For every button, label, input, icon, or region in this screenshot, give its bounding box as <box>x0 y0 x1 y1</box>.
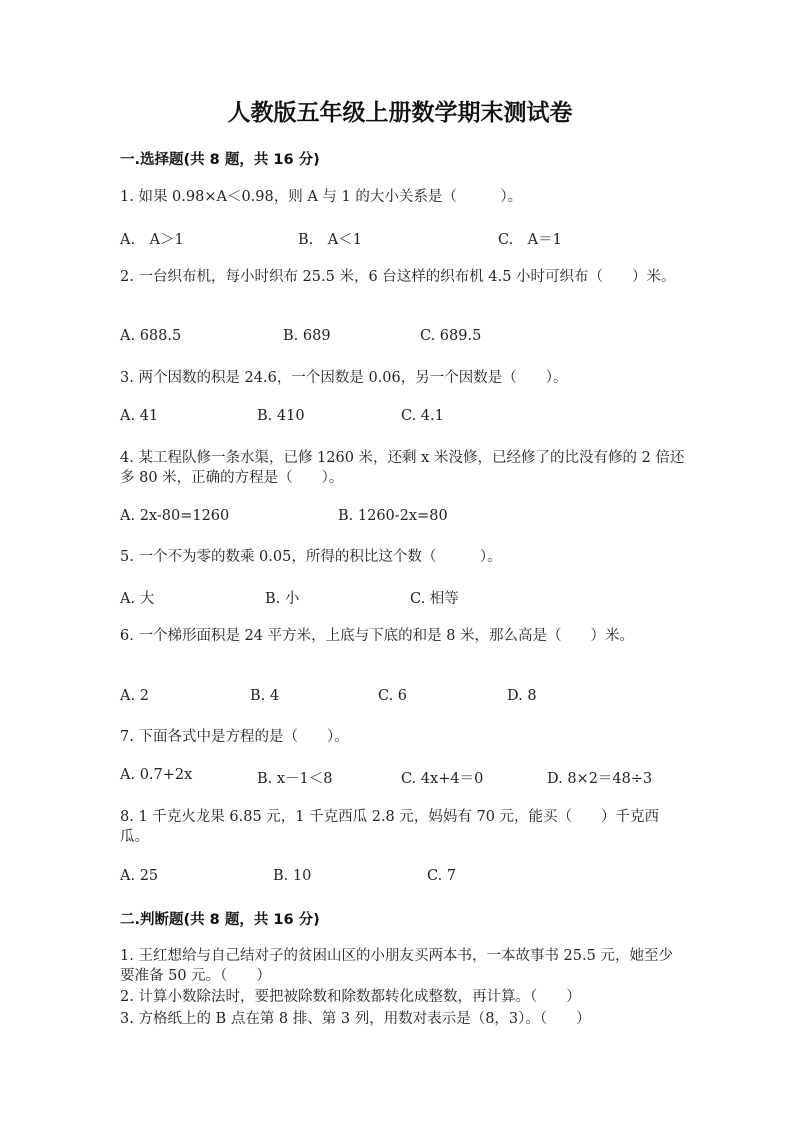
question-6-options <box>120 688 720 708</box>
option-b: B. 10 <box>273 868 312 884</box>
judgement-2: 2. 计算小数除法时，要把被除数和除数都转化成整数，再计算。（ ） <box>120 989 581 1005</box>
option-c: C. A＝1 <box>498 232 562 248</box>
option-d: D. 8 <box>507 688 537 704</box>
option-c: C. 4x+4＝0 <box>401 771 484 787</box>
option-a: A. 2x-80=1260 <box>120 508 230 524</box>
question-8-options <box>120 868 720 888</box>
question-8: 8. 1 千克火龙果 6.85 元，1 千克西瓜 2.8 元，妈妈有 70 元，能买（ ）千克西瓜。 <box>120 809 660 845</box>
option-b: B. 小 <box>265 591 300 607</box>
option-a: A. 25 <box>120 868 159 884</box>
question-7-options <box>120 767 720 787</box>
option-c: C. 6 <box>378 688 408 704</box>
section-heading-judgement: 二.判断题(共 8 题，共 16 分) <box>120 912 320 928</box>
option-a: A. 688.5 <box>120 328 182 344</box>
section-heading-choice: 一.选择题(共 8 题，共 16 分) <box>120 152 320 168</box>
question-6: 6. 一个梯形面积是 24 平方米，上底与下底的和是 8 米，那么高是（ ）米。 <box>120 628 635 644</box>
option-d: D. 8×2＝48÷3 <box>547 771 653 787</box>
option-a: A. 0.7+2x <box>120 767 193 783</box>
option-b: B. 1260-2x=80 <box>338 508 448 524</box>
question-5: 5. 一个不为零的数乘 0.05，所得的积比这个数（ ）。 <box>120 549 502 565</box>
option-c: C. 相等 <box>410 591 459 607</box>
question-5-options <box>120 587 720 607</box>
option-a: A. 大 <box>120 591 155 607</box>
judgement-1: 1. 王红想给与自己结对子的贫困山区的小朋友买两本书，一本故事书 25.5 元，她至少要准备 50 元。（ ） <box>120 948 673 984</box>
option-a: A. 2 <box>120 688 149 704</box>
question-4: 4. 某工程队修一条水渠，已修 1260 米，还剩 x 米没修，已经修了的比没有修的 2 倍还多 80 米，正确的方程是（ ）。 <box>120 450 685 486</box>
option-b: B. 689 <box>283 328 331 344</box>
page-title: 人教版五年级上册数学期末测试卷 <box>227 100 573 126</box>
option-c: C. 4.1 <box>401 408 444 424</box>
option-c: C. 689.5 <box>420 328 482 344</box>
question-1-options <box>120 228 720 248</box>
question-3: 3. 两个因数的积是 24.6，一个因数是 0.06，另一个因数是（ ）。 <box>120 370 568 386</box>
question-7: 7. 下面各式中是方程的是（ ）。 <box>120 729 349 745</box>
question-1: 1. 如果 0.98×A＜0.98，则 A 与 1 的大小关系是（ ）。 <box>120 189 523 205</box>
option-a: A. A＞1 <box>120 232 184 248</box>
question-2-options <box>120 328 720 348</box>
option-b: B. 4 <box>250 688 280 704</box>
option-b: B. A＜1 <box>298 232 362 248</box>
option-a: A. 41 <box>120 408 159 424</box>
question-4-options <box>120 508 720 528</box>
question-3-options <box>120 408 720 428</box>
judgement-3: 3. 方格纸上的 B 点在第 8 排、第 3 列，用数对表示是（8，3）。（ ） <box>120 1011 591 1027</box>
option-c: C. 7 <box>427 868 457 884</box>
option-b: B. 410 <box>257 408 305 424</box>
option-b: B. x－1＜8 <box>257 771 333 787</box>
question-2: 2. 一台织布机，每小时织布 25.5 米，6 台这样的织布机 4.5 小时可织布（ ）米。 <box>120 269 676 285</box>
